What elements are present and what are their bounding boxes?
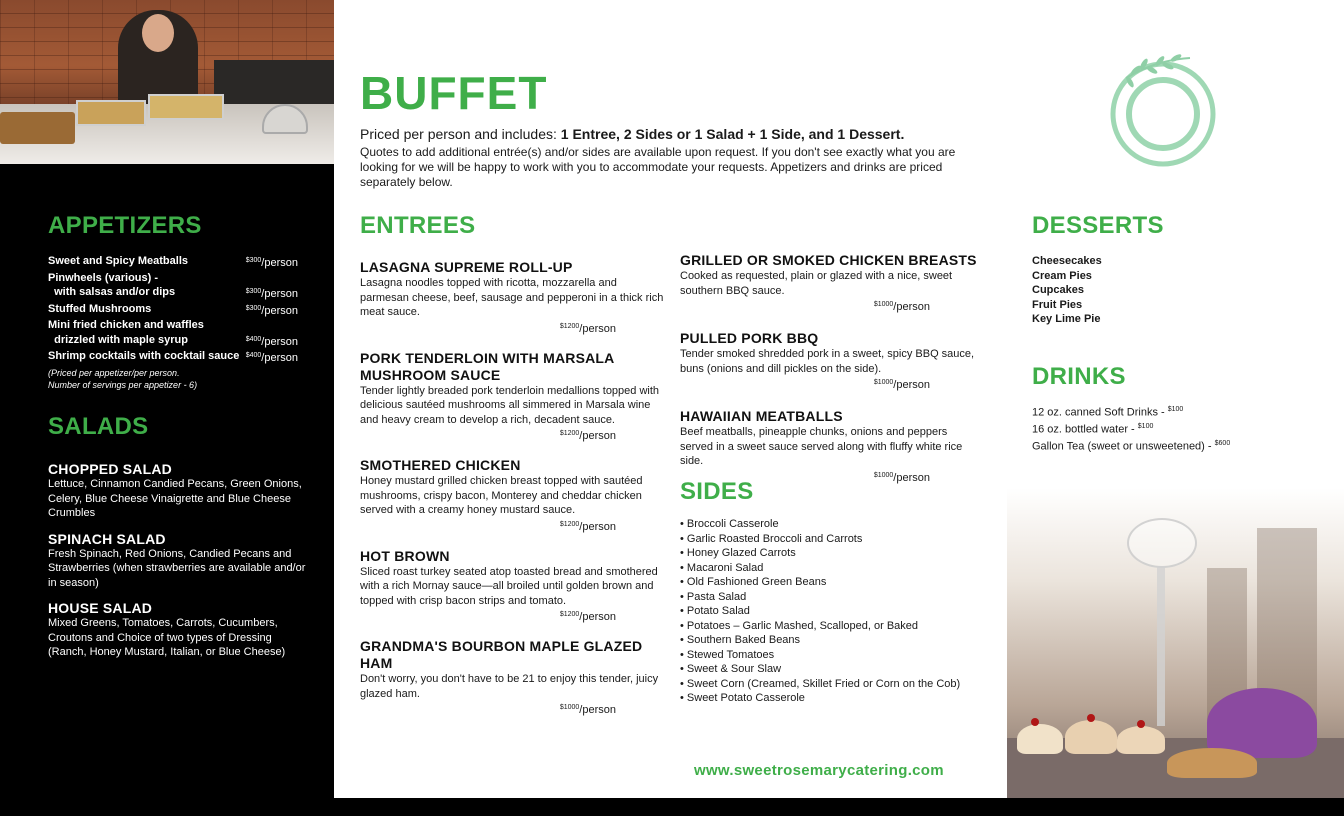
intro-lead: Priced per person and includes: xyxy=(360,126,561,142)
salad-name: SPINACH SALAD xyxy=(48,530,166,547)
entree-price-row xyxy=(680,376,980,392)
entree-price-row xyxy=(360,427,666,443)
entree-name: HOT BROWN xyxy=(360,547,450,564)
desserts-heading: DESSERTS xyxy=(1032,212,1164,239)
price-dollar-sign: $3 xyxy=(245,257,254,264)
entree-desc: Honey mustard grilled chicken breast topped with sautéed mushrooms, crispy bacon, Monterey and cheddar chicken served with a creamy honey mustard sauce. xyxy=(360,475,643,516)
price xyxy=(874,301,930,313)
entree-name: LASAGNA SUPREME ROLL-UP xyxy=(360,259,573,275)
drink-name: 12 oz. canned Soft Drinks - xyxy=(1032,406,1168,419)
salad-item xyxy=(48,531,310,591)
buffet-intro-line xyxy=(360,126,980,142)
price-cents: 00 xyxy=(571,611,580,618)
price-cents: 00 xyxy=(571,704,580,711)
side-item: • Sweet Corn (Creamed, Skillet Fried or Corn on the Cob) xyxy=(680,677,961,690)
price-cents: 00 xyxy=(885,471,894,479)
price xyxy=(560,704,616,716)
side-item: • Macaroni Salad xyxy=(680,561,764,574)
main-menu-panel xyxy=(334,0,1007,798)
appetizer-name: drizzled with maple syrup xyxy=(48,333,188,346)
entree-desc: Sliced roast turkey seated atop toasted bread and smothered with a rich Mornay sauce—all broiled until golden brown and topped with crisp bacon strips and tomato. xyxy=(360,565,658,607)
appetizer-note-line: (Priced per appetizer/per person. xyxy=(48,368,180,378)
appetizer-name: Stuffed Mushrooms xyxy=(48,302,152,315)
price-dollar-sign: $3 xyxy=(245,304,254,312)
buffet-intro-body: Quotes to add additional entrée(s) and/or sides are available upon request. If you don't see exactly what you are looking for we will be happy to work with you to accommodate your requests. Appetizers and drinks are priced separately below. xyxy=(360,145,956,189)
price-unit: /person xyxy=(893,379,930,391)
price-unit: /person xyxy=(261,304,298,317)
drink-price-cents: 00 xyxy=(1222,440,1231,448)
price-dollar-sign: $10 xyxy=(559,704,572,711)
price-dollar-sign: $12 xyxy=(559,520,572,528)
price-cents: 00 xyxy=(885,301,894,308)
price-cents: 00 xyxy=(571,520,580,528)
side-item: • Honey Glazed Carrots xyxy=(680,547,796,559)
entree-desc: Lasagna noodles topped with ricotta, mozzarella and parmesan cheese, beef, sausage and pepperoni in a thick rich meat sauce. xyxy=(360,277,664,318)
price-cents: 00 xyxy=(253,335,262,343)
dessert-item: Key Lime Pie xyxy=(1032,313,1101,325)
salad-desc: Fresh Spinach, Red Onions, Candied Pecans and Strawberries (when strawberries are available and/or in season) xyxy=(48,547,306,589)
price-cents: 00 xyxy=(571,430,580,437)
price-dollar-sign: $10 xyxy=(873,379,886,386)
price xyxy=(560,323,616,335)
side-item: • Sweet Potato Casserole xyxy=(680,692,805,704)
side-item: • Garlic Roasted Broccoli and Carrots xyxy=(680,532,863,545)
salads-heading: SALADS xyxy=(48,413,149,440)
entree-name: SMOTHERED CHICKEN xyxy=(360,457,521,473)
drink-name: 16 oz. bottled water - xyxy=(1032,423,1138,436)
price-dollar-sign: $12 xyxy=(559,611,572,618)
side-item: • Pasta Salad xyxy=(680,590,747,603)
price xyxy=(246,254,298,271)
price-dollar-sign: $4 xyxy=(245,352,254,359)
dessert-item: Cheesecakes xyxy=(1032,255,1102,267)
price-dollar-sign: $4 xyxy=(245,335,254,343)
price-unit: /person xyxy=(579,704,616,716)
entrees-right-list xyxy=(680,252,980,485)
salad-desc: Mixed Greens, Tomatoes, Carrots, Cucumbers, Croutons and Choice of two types of Dressing (Ranch, Honey Mustard, Italian, or Blue Cheese) xyxy=(48,617,286,658)
salad-item xyxy=(48,461,310,521)
drink-item xyxy=(1032,420,1332,437)
drink-item xyxy=(1032,437,1332,454)
appetizer-list xyxy=(48,254,298,366)
side-item: • Broccoli Casserole xyxy=(680,518,779,530)
price-unit: /person xyxy=(893,471,930,484)
entree-item xyxy=(360,259,666,336)
entree-item xyxy=(680,408,980,485)
entree-name: GRANDMA'S BOURBON MAPLE GLAZED HAM xyxy=(360,638,643,671)
entree-item xyxy=(360,548,666,625)
entree-desc: Tender lightly breaded pork tenderloin medallions topped with delicious sautéed mushrooms all simmered in Marsala wine and heavy cream to develop a rich, decadent sauce. xyxy=(360,384,660,426)
entree-name: HAWAIIAN MEATBALLS xyxy=(680,408,843,424)
appetizer-item xyxy=(48,254,298,271)
price xyxy=(560,611,616,623)
entrees-heading: ENTREES xyxy=(360,212,476,239)
price-unit: /person xyxy=(893,301,930,313)
entree-desc: Beef meatballs, pineapple chunks, onions and peppers served in a sweet sauce served along with fluffy white rice side. xyxy=(680,426,963,467)
appetizer-name: Pinwheels (various) - xyxy=(48,271,159,284)
entree-price-row xyxy=(680,298,980,314)
salad-item xyxy=(48,600,310,660)
price-dollar-sign: $12 xyxy=(559,322,572,330)
salad-name: HOUSE SALAD xyxy=(48,600,153,616)
entree-item xyxy=(360,457,666,534)
price-cents: 00 xyxy=(253,352,262,359)
entree-name: GRILLED OR SMOKED CHICKEN BREASTS xyxy=(680,252,977,268)
side-item: • Sweet & Sour Slaw xyxy=(680,663,782,675)
dessert-item: Cupcakes xyxy=(1032,284,1084,296)
price-unit: /person xyxy=(579,430,616,442)
price-dollar-sign: $10 xyxy=(873,471,886,479)
price-cents: 00 xyxy=(885,379,894,386)
appetizer-name: Mini fried chicken and waffles xyxy=(48,319,204,331)
appetizer-name: Shrimp cocktails with cocktail sauce xyxy=(48,350,240,362)
appetizer-note xyxy=(48,368,298,391)
entree-desc: Tender smoked shredded pork in a sweet, spicy BBQ sauce, buns (onions and dill pickles on the side). xyxy=(680,348,975,375)
drink-item xyxy=(1032,403,1332,420)
appetizers-heading: APPETIZERS xyxy=(48,212,202,239)
entree-price-row xyxy=(360,518,666,534)
drink-price-cents: 00 xyxy=(1145,423,1154,431)
price-unit: /person xyxy=(261,257,298,269)
price-unit: /person xyxy=(579,611,616,623)
salad-desc: Lettuce, Cinnamon Candied Pecans, Green Onions, Celery, Blue Cheese Vinaigrette and Blue Cheese Crumbles xyxy=(48,478,302,519)
price-cents: 00 xyxy=(571,322,580,330)
price xyxy=(560,521,616,533)
price-cents: 00 xyxy=(253,257,262,264)
price xyxy=(246,349,298,366)
drink-price-cents: 00 xyxy=(1175,406,1184,413)
caterer-buffet-photo xyxy=(0,0,334,164)
bottom-bar xyxy=(0,798,1344,816)
price-cents: 00 xyxy=(253,288,262,295)
entree-desc: Don't worry, you don't have to be 21 to enjoy this tender, juicy glazed ham. xyxy=(360,673,659,700)
price xyxy=(246,302,298,319)
entree-name: PULLED PORK BBQ xyxy=(680,330,819,346)
drink-price: $6 xyxy=(1214,440,1223,448)
entree-item xyxy=(360,350,666,444)
website-link[interactable]: www.sweetrosemarycatering.com xyxy=(694,762,944,779)
price xyxy=(560,430,616,442)
price xyxy=(874,472,930,484)
entree-item xyxy=(680,252,980,314)
side-item: • Stewed Tomatoes xyxy=(680,648,775,661)
desserts-list xyxy=(1032,254,1232,327)
entree-item xyxy=(680,330,980,392)
price xyxy=(246,333,298,350)
appetizer-item xyxy=(48,318,298,333)
price-dollar-sign: $12 xyxy=(559,430,572,437)
price xyxy=(246,285,298,302)
price-unit: /person xyxy=(261,335,298,348)
intro-bold: 1 Entree, 2 Sides or 1 Salad + 1 Side, and 1 Dessert. xyxy=(560,126,905,142)
appetizer-note-line: Number of servings per appetizer - 6) xyxy=(48,379,198,390)
price-dollar-sign: $3 xyxy=(245,288,254,295)
side-item: • Potatoes – Garlic Mashed, Scalloped, or Baked xyxy=(680,619,919,632)
drinks-heading: DRINKS xyxy=(1032,363,1126,390)
appetizer-item xyxy=(48,349,298,366)
appetizer-item xyxy=(48,285,298,302)
entree-item xyxy=(360,638,666,717)
price-unit: /person xyxy=(261,288,298,300)
entree-price-row xyxy=(360,608,666,624)
drink-price: $1 xyxy=(1137,423,1146,431)
sides-heading: SIDES xyxy=(680,478,754,505)
entrees-left-list xyxy=(360,259,666,717)
appetizer-name: with salsas and/or dips xyxy=(48,286,176,298)
entree-price-row xyxy=(360,320,666,336)
price xyxy=(874,379,930,391)
price-dollar-sign: $10 xyxy=(873,301,886,308)
sides-list xyxy=(680,517,990,706)
side-item: • Potato Salad xyxy=(680,605,750,617)
dessert-item: Fruit Pies xyxy=(1032,298,1083,311)
entree-price-row xyxy=(360,701,666,717)
buffet-title: BUFFET xyxy=(360,67,548,119)
appetizer-item xyxy=(48,333,298,350)
entree-desc: Cooked as requested, plain or glazed with a nice, sweet southern BBQ sauce. xyxy=(680,270,953,297)
salad-list xyxy=(48,461,310,660)
drink-price: $1 xyxy=(1167,406,1176,413)
plate-with-rosemary-icon xyxy=(1106,52,1220,168)
appetizer-name: Sweet and Spicy Meatballs xyxy=(48,255,188,267)
appetizer-item xyxy=(48,271,298,286)
left-menu-panel xyxy=(0,164,334,816)
price-unit: /person xyxy=(579,322,616,335)
price-unit: /person xyxy=(579,520,616,533)
dessert-table-photo xyxy=(1007,488,1344,798)
appetizer-item xyxy=(48,302,298,319)
side-item: • Southern Baked Beans xyxy=(680,634,801,646)
side-item: • Old Fashioned Green Beans xyxy=(680,576,827,588)
salad-name: CHOPPED SALAD xyxy=(48,461,172,477)
price-unit: /person xyxy=(261,352,298,364)
dessert-item: Cream Pies xyxy=(1032,269,1092,282)
entree-name: PORK TENDERLOIN WITH MARSALA MUSHROOM SAUCE xyxy=(360,349,614,383)
price-cents: 00 xyxy=(253,304,262,312)
drinks-list xyxy=(1032,403,1332,454)
drink-name: Gallon Tea (sweet or unsweetened) - xyxy=(1032,440,1215,453)
